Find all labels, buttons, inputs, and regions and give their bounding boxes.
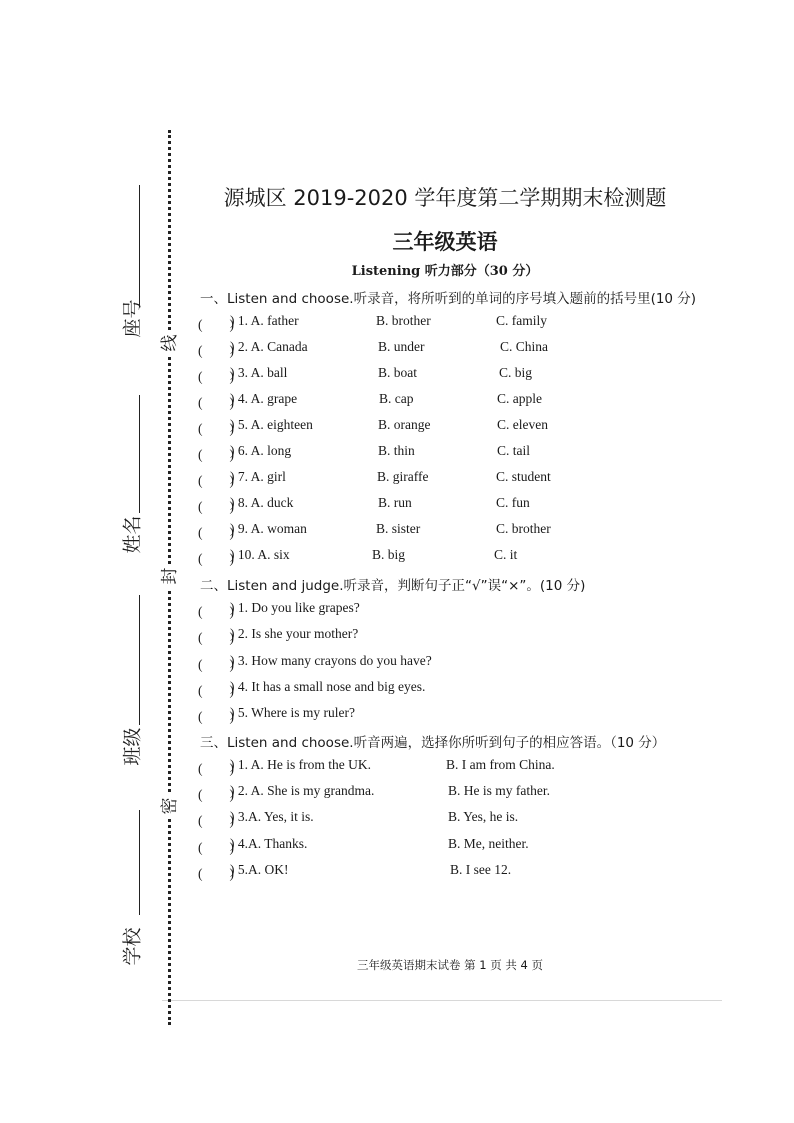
seat-label: 座号 (121, 299, 144, 338)
seal-mark-seal: 封 (160, 564, 180, 588)
s3-question-1 (198, 757, 718, 777)
option-a: ) 10. A. six (230, 547, 290, 562)
s1-question-9 (198, 521, 718, 541)
option-c: C. family (496, 313, 547, 328)
answer-bracket[interactable]: ( ) (198, 761, 234, 776)
s3-question-4 (198, 836, 718, 856)
seal-mark-secret: 密 (160, 794, 180, 818)
answer-bracket[interactable]: ( ) (198, 369, 234, 384)
s1-question-10 (198, 547, 718, 567)
option-b: B. cap (379, 391, 414, 406)
s1-question-2 (198, 339, 718, 359)
option-b: B. orange (378, 417, 431, 432)
answer-bracket[interactable]: ( ) (198, 683, 234, 698)
answer-bracket[interactable]: ( ) (198, 317, 234, 332)
part-heading: Listening 听力部分（30 分） (351, 264, 539, 279)
exam-title: 源城区 2019-2020 学年度第二学期期末检测题 (223, 186, 667, 210)
answer-bracket[interactable]: ( ) (198, 447, 234, 462)
option-a: ) 2. A. Canada (230, 339, 308, 354)
answer-bracket[interactable]: ( ) (198, 499, 234, 514)
s3-question-5 (198, 862, 718, 882)
option-b: B. sister (376, 521, 421, 536)
option-a: ) 1. A. father (230, 313, 299, 328)
option-a: ) 4.A. Thanks. (230, 836, 308, 851)
statement-text: ) 3. How many crayons do you have? (230, 653, 432, 668)
option-a: ) 3. A. ball (230, 365, 288, 380)
answer-bracket[interactable]: ( ) (198, 630, 234, 645)
s3-question-3 (198, 809, 718, 829)
class-label: 班级 (121, 727, 144, 766)
option-c: C. fun (496, 495, 530, 510)
answer-bracket[interactable]: ( ) (198, 840, 234, 855)
option-c: C. tail (497, 443, 530, 458)
exam-subtitle: 三年级英语 (392, 230, 498, 254)
option-b: B. Me, neither. (448, 836, 529, 851)
option-c: C. brother (496, 521, 551, 536)
school-label: 学校 (121, 927, 144, 966)
s1-question-5 (198, 417, 718, 437)
answer-bracket[interactable]: ( ) (198, 421, 234, 436)
section1-heading: 一、Listen and choose.听录音，将所听到的单词的序号填入题前的括号里(10 分) (200, 291, 697, 307)
option-a: ) 7. A. girl (230, 469, 286, 484)
answer-bracket[interactable]: ( ) (198, 866, 234, 881)
answer-bracket[interactable]: ( ) (198, 709, 234, 724)
option-c: C. apple (497, 391, 542, 406)
s1-question-1 (198, 313, 718, 333)
s2-statement-2 (198, 626, 718, 646)
statement-text: ) 5. Where is my ruler? (230, 705, 355, 720)
option-b: B. run (378, 495, 412, 510)
answer-bracket[interactable]: ( ) (198, 551, 234, 566)
option-b: B. I am from China. (446, 757, 555, 772)
option-a: ) 1. A. He is from the UK. (230, 757, 371, 772)
answer-bracket[interactable]: ( ) (198, 395, 234, 410)
option-c: C. it (494, 547, 518, 562)
option-c: C. student (496, 469, 551, 484)
option-b: B. giraffe (377, 469, 429, 484)
option-a: ) 5. A. eighteen (230, 417, 313, 432)
option-c: C. big (499, 365, 533, 380)
s1-question-8 (198, 495, 718, 515)
option-a: ) 9. A. woman (230, 521, 307, 536)
option-a: ) 8. A. duck (230, 495, 294, 510)
class-field[interactable] (117, 595, 147, 795)
option-c: C. eleven (497, 417, 548, 432)
statement-text: ) 4. It has a small nose and big eyes. (230, 679, 426, 694)
option-b: B. He is my father. (448, 783, 550, 798)
page-footer: 三年级英语期末试卷 第 1 页 共 4 页 (356, 958, 544, 972)
s1-question-4 (198, 391, 718, 411)
option-b: B. big (372, 547, 406, 562)
answer-bracket[interactable]: ( ) (198, 787, 234, 802)
option-b: B. under (378, 339, 425, 354)
option-c: C. China (500, 339, 549, 354)
option-a: ) 5.A. OK! (230, 862, 289, 877)
s2-statement-1 (198, 600, 718, 620)
name-label: 姓名 (121, 515, 144, 554)
option-b: B. boat (378, 365, 417, 380)
option-b: B. brother (376, 313, 431, 328)
option-a: ) 6. A. long (230, 443, 292, 458)
option-a: ) 4. A. grape (230, 391, 298, 406)
seal-mark-line: 线 (160, 331, 180, 355)
s2-statement-3 (198, 653, 718, 673)
answer-bracket[interactable]: ( ) (198, 473, 234, 488)
s2-statement-4 (198, 679, 718, 699)
option-a: ) 2. A. She is my grandma. (230, 783, 375, 798)
section3-heading: 三、Listen and choose.听音两遍，选择你所听到句子的相应答语。（10 分） (200, 735, 666, 751)
s2-statement-5 (198, 705, 718, 725)
school-field[interactable] (117, 810, 147, 990)
option-b: B. Yes, he is. (448, 809, 519, 824)
section2-heading: 二、Listen and judge.听录音，判断句子正“√”误“×”。(10 分) (200, 578, 586, 594)
answer-bracket[interactable]: ( ) (198, 525, 234, 540)
option-b: B. thin (378, 443, 415, 458)
answer-bracket[interactable]: ( ) (198, 343, 234, 358)
statement-text: ) 2. Is she your mother? (230, 626, 359, 641)
answer-bracket[interactable]: ( ) (198, 813, 234, 828)
statement-text: ) 1. Do you like grapes? (230, 600, 360, 615)
s1-question-6 (198, 443, 718, 463)
answer-bracket[interactable]: ( ) (198, 604, 234, 619)
s1-question-7 (198, 469, 718, 489)
s3-question-2 (198, 783, 718, 803)
name-field[interactable] (117, 395, 147, 585)
answer-bracket[interactable]: ( ) (198, 657, 234, 672)
seat-field[interactable] (117, 180, 147, 380)
s1-question-3 (198, 365, 718, 385)
option-a: ) 3.A. Yes, it is. (230, 809, 314, 824)
option-b: B. I see 12. (450, 862, 512, 877)
